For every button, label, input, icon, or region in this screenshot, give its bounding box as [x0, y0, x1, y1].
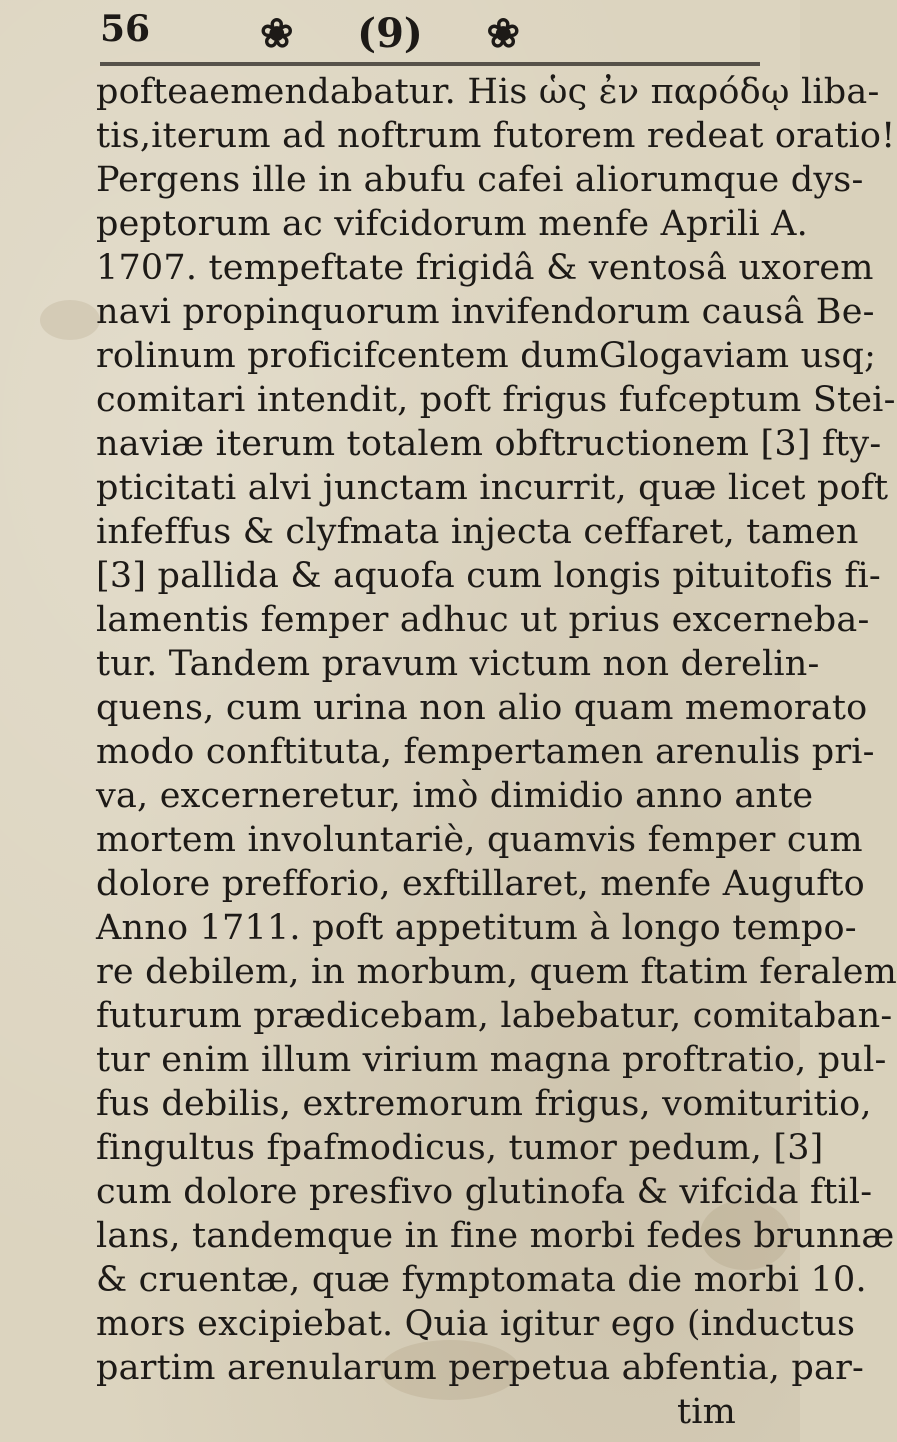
text-line: partim arenularum perpetua abfentia, par- — [96, 1348, 865, 1388]
text-line: fus debilis, extremorum frigus, vomituritio, — [96, 1084, 872, 1124]
text-line: lans, tandemque in fine morbi fedes brunnæ — [96, 1216, 895, 1256]
text-line: naviæ iterum totalem obftructionem [3] fty- — [96, 424, 882, 464]
text-line: navi propinquorum invifendorum causâ Be- — [96, 292, 875, 332]
text-line: lamentis femper adhuc ut prius excerneba- — [96, 600, 870, 640]
text-line: dolore prefforio, exftillaret, menfe Augufto — [96, 864, 865, 904]
text-line: comitari intendit, poft frigus fufceptum Stei- — [96, 380, 896, 420]
text-line: peptorum ac vifcidorum menfe Aprili A. — [96, 204, 808, 244]
text-line: infeffus & clyfmata injecta ceffaret, tamen — [96, 512, 859, 552]
text-line: tur enim illum virium magna proftratio, pul- — [96, 1040, 887, 1080]
text-line: Anno 1711. poft appetitum à longo tempo- — [96, 908, 857, 948]
text-line: cum dolore presfivo glutinofa & vifcida ftil- — [96, 1172, 873, 1212]
text-line: tur. Tandem pravum victum non derelin- — [96, 644, 820, 684]
page-header — [100, 8, 760, 78]
text-line: & cruentæ, quæ fymptomata die morbi 10. — [96, 1260, 867, 1300]
text-line: [3] pallida & aquofa cum longis pituitofis fi- — [96, 556, 881, 596]
catchword: tim — [676, 1392, 736, 1432]
text-line: mortem involuntariè, quamvis femper cum — [96, 820, 863, 860]
text-line: pticitati alvi junctam incurrit, quæ licet poft — [96, 468, 889, 508]
text-line: pofteaemendabatur. His ὡς ἐν παρόδῳ liba- — [96, 72, 880, 112]
fleuron-right-icon: ❀ — [486, 10, 520, 57]
paper-stain — [40, 300, 100, 340]
text-line: futurum prædicebam, labebatur, comitaban- — [96, 996, 893, 1036]
text-line: quens, cum urina non alio quam memorato — [96, 688, 868, 728]
text-line: mors excipiebat. Quia igitur ego (inductus — [96, 1304, 856, 1344]
text-line: tis,iterum ad noftrum futorem redeat oratio! — [96, 116, 896, 156]
text-line: modo conftituta, fempertamen arenulis pri- — [96, 732, 875, 772]
text-line: re debilem, in morbum, quem ftatim feralem — [96, 952, 897, 992]
text-line: fingultus fpafmodicus, tumor pedum, [3] — [96, 1128, 824, 1168]
body-text — [96, 70, 897, 1434]
page-number: 56 — [100, 8, 151, 50]
text-line: va, excerneretur, imò dimidio anno ante — [96, 776, 814, 816]
text-line: 1707. tempeftate frigidâ & ventosâ uxorem — [96, 248, 874, 288]
text-line: rolinum proficifcentem dumGlogaviam usq; — [96, 336, 877, 376]
text-line: Pergens ille in abufu cafei aliorumque dys- — [96, 160, 864, 200]
header-ornament — [260, 10, 520, 57]
signature-mark: (9) — [357, 10, 423, 57]
header-rule — [100, 62, 760, 66]
fleuron-left-icon: ❀ — [260, 10, 294, 57]
